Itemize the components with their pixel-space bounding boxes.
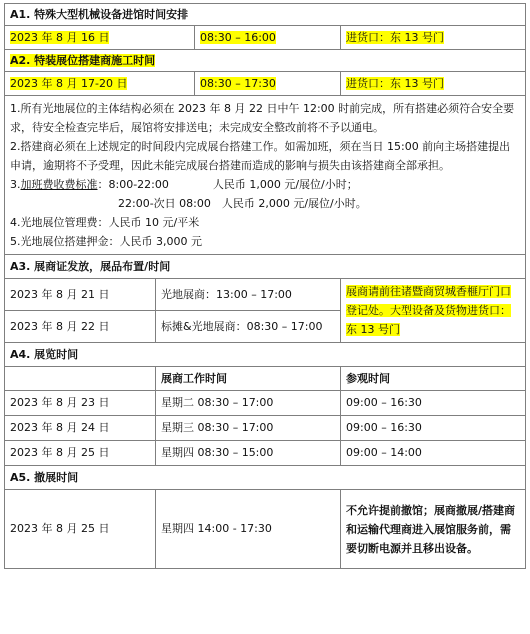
a1-gate: 进货口：东 13 号门: [346, 30, 444, 44]
a3-row2-date: 2023 年 8 月 22 日: [5, 311, 156, 343]
a4-row-work: 星期三 08:30 – 17:00: [156, 416, 341, 441]
a3-row2-desc: 标摊&光地展商：08:30 – 17:00: [156, 311, 341, 343]
a4-row-date: 2023 年 8 月 25 日: [5, 441, 156, 466]
a5-time: 星期四 14:00 - 17:30: [156, 490, 341, 569]
a4-col-visit: 参观时间: [341, 367, 526, 391]
a4-row-date: 2023 年 8 月 23 日: [5, 391, 156, 416]
section-a5-title: A5. 撤展时间: [5, 466, 526, 490]
section-a2-title-cell: [5, 50, 526, 72]
a4-row-date: 2023 年 8 月 24 日: [5, 416, 156, 441]
a2-time-cell: [195, 72, 341, 96]
a3-row1-date: 2023 年 8 月 21 日: [5, 279, 156, 311]
section-a2-title: A2. 特装展位搭建商施工时间: [10, 53, 156, 67]
section-a3-title: A3. 展商证发放，展品布置/时间: [5, 255, 526, 279]
a2-note-3-line1: ：8:00-22:00 人民币 1,000 元/展位/小时；: [97, 178, 358, 191]
a2-note-5: 5.光地展位搭建押金：人民币 3,000 元: [10, 235, 202, 248]
a1-date-cell: [5, 26, 195, 50]
table-row: [5, 441, 526, 466]
section-a4-title: A4. 展览时间: [5, 343, 526, 367]
a3-row1-desc: 光地展商：13:00 – 17:00: [156, 279, 341, 311]
a2-date: 2023 年 8 月 17-20 日: [10, 76, 128, 90]
a2-note-3-label: 加班费收费标准: [20, 178, 98, 191]
a1-time-cell: [195, 26, 341, 50]
a2-date-cell: [5, 72, 195, 96]
a1-time: 08:30 – 16:00: [200, 30, 276, 44]
a4-row-visit: 09:00 – 16:30: [341, 391, 526, 416]
a2-note-3: [10, 175, 520, 194]
a4-row-work: 星期四 08:30 – 15:00: [156, 441, 341, 466]
a3-note: 展商请前往诸暨商贸城香榧厅门口登记处。大型设备及货物进货口：东 13 号门: [346, 285, 511, 336]
a2-gate: 进货口：东 13 号门: [346, 76, 444, 90]
schedule-table: [4, 3, 526, 569]
a1-date: 2023 年 8 月 16 日: [10, 30, 110, 44]
a3-note-cell: [341, 279, 526, 343]
a5-date: 2023 年 8 月 25 日: [5, 490, 156, 569]
a4-col-work: 展商工作时间: [156, 367, 341, 391]
table-row: [5, 391, 526, 416]
a2-time: 08:30 – 17:30: [200, 76, 276, 90]
a2-note-2: 2.搭建商必须在上述规定的时间段内完成展台搭建工作。如需加班，须在当日 15:00 前向主场搭建提出申请，逾期将不予受理，因此未能完成展台搭建而造成的影响与损失由该搭建商全部承担。: [10, 140, 511, 172]
a2-notes: [5, 96, 526, 255]
a5-note: 不允许提前撤馆；展商撤展/搭建商和运输代理商进入展馆服务前，需要切断电源并且移出设备。: [341, 490, 526, 569]
a2-note-4: 4.光地展位管理费：人民币 10 元/平米: [10, 216, 200, 229]
section-a1-title: A1. 特殊大型机械设备进馆时间安排: [5, 4, 526, 26]
a4-header-empty: [5, 367, 156, 391]
table-row: [5, 416, 526, 441]
a2-gate-cell: [341, 72, 526, 96]
a2-note-3-line2: 22:00-次日 08:00 人民币 2,000 元/展位/小时。: [118, 197, 367, 210]
a4-row-work: 星期二 08:30 – 17:00: [156, 391, 341, 416]
a1-gate-cell: [341, 26, 526, 50]
a2-note-1: 1.所有光地展位的主体结构必须在 2023 年 8 月 22 日中午 12:00 时前完成，所有搭建必须符合安全要求，待安全检查完毕后，展馆将安排送电；未完成安全整改前将不予以通电。: [10, 102, 515, 134]
a4-row-visit: 09:00 – 14:00: [341, 441, 526, 466]
a4-row-visit: 09:00 – 16:30: [341, 416, 526, 441]
a2-note-3-prefix: 3.: [10, 178, 21, 191]
